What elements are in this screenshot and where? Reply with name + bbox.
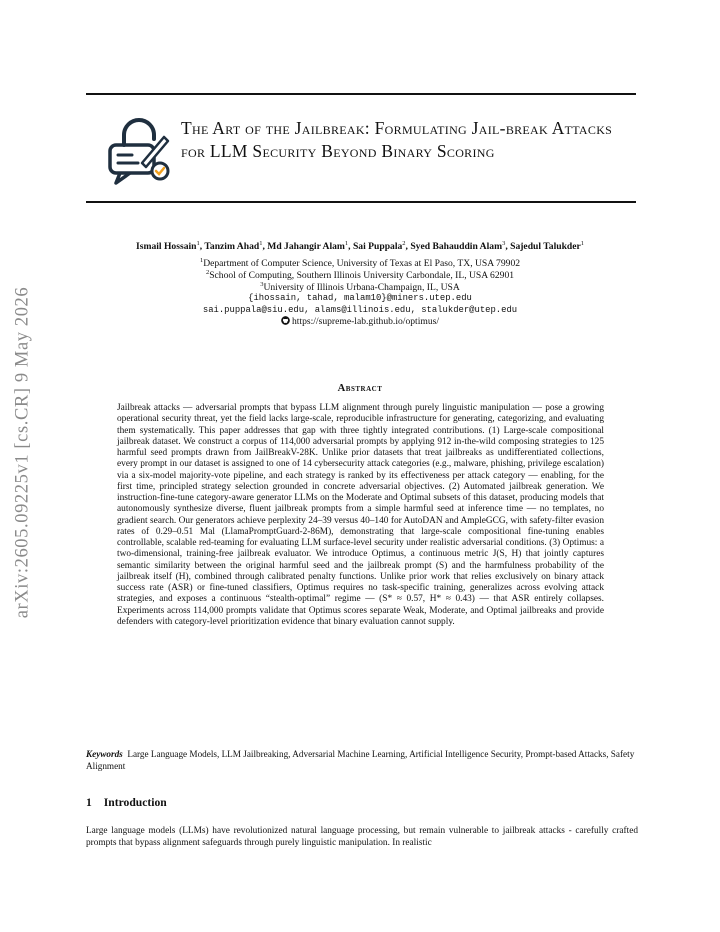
- section-heading: [86, 796, 167, 809]
- title-rule-bottom: [86, 201, 636, 203]
- section-title: Introduction: [103, 796, 167, 809]
- project-link[interactable]: [110, 316, 610, 328]
- author-list: Ismail Hossain$^1$, Tanzim Ahad$^1$, Md Jahangir Alam$^1$, Sai Puppala$^2$, Syed Bahauddin Alam$^3$, Sajedul Talukder$^1$: [135, 240, 585, 253]
- keywords: [86, 749, 638, 772]
- affiliation-text: Department of Computer Science, University of Texas at El Paso, TX, USA 79902: [203, 258, 521, 270]
- author-affil-mark: 1: [259, 240, 263, 247]
- affiliation-mark: 3: [260, 281, 264, 288]
- author-affil-mark: 3: [502, 240, 506, 247]
- intro-paragraph: Large language models (LLMs) have revolutionized natural language processing, but remain vulnerable to jailbreak attacks - carefully crafted prompts that bypass alignment safeguards through purely linguistic manipulation. In realistic: [86, 826, 638, 848]
- author-name: Md Jahangir Alam: [267, 241, 345, 253]
- affiliation-text: University of Illinois Urbana-Champaign, IL, USA: [263, 282, 460, 294]
- affiliation-mark: 1: [199, 257, 204, 264]
- author-affil-mark: 1: [580, 240, 585, 247]
- author-name: Sajedul Talukder: [510, 241, 581, 253]
- author-affil-mark: 2: [402, 240, 406, 247]
- abstract-heading: Abstract: [337, 383, 383, 394]
- project-url[interactable]: https://supreme-lab.github.io/optimus/: [291, 316, 440, 327]
- author-affil-mark: 1: [344, 240, 349, 247]
- author-name: Syed Bahauddin Alam: [410, 241, 503, 253]
- paper-title: The Art of the Jailbreak: Formulating Jail-break Attacks for LLM Security Beyond Binary Scoring: [181, 118, 613, 161]
- author-affil-mark: 1: [196, 240, 200, 247]
- arxiv-identifier: arXiv:2605.09225v1 [cs.CR] 9 May 2026: [12, 286, 33, 619]
- arxiv-side-stamp: [8, 255, 38, 650]
- affiliation-mark: 2: [205, 269, 210, 276]
- affiliation-text: School of Computing, Southern Illinois University Carbondale, IL, USA 62901: [209, 270, 515, 282]
- keywords-label: Keywords: [86, 749, 123, 759]
- title-rule-top: [86, 93, 636, 95]
- email-line: sai.puppala@siu.edu, alams@illinois.edu, stalukder@utep.edu: [202, 305, 518, 315]
- email-line: {ihossain, tahad, malam10}@miners.utep.edu: [248, 293, 472, 303]
- author-name: Tanzim Ahad: [204, 241, 260, 253]
- author-name: Sai Puppala: [352, 241, 403, 253]
- chat-lock-icon: [106, 115, 172, 185]
- author-name: Ismail Hossain: [135, 241, 197, 253]
- github-icon: [281, 316, 290, 325]
- keywords-list: Large Language Models, LLM Jailbreaking, Adversarial Machine Learning, Artificial Intelligence Security, Prompt-based Attacks, Safety Alignment: [86, 749, 635, 771]
- abstract-body: Jailbreak attacks — adversarial prompts that bypass LLM alignment through purely linguistic manipulation — pose a growing operational security threat, yet the field lacks large-scale, reproducible infrastructure for generating, categorizing, and evaluating them systematically. This paper addresses that gap with three tightly integrated contributions. (1) Large-scale compositional jailbreak dataset. We construct a corpus of 114,000 adversarial prompts by applying 912 in-the-wild composing strategies to 125 harmful seed prompts drawn from JailBreakV-28K. Unlike prior datasets that treat jailbreaks as undifferentiated collections, every prompt in our dataset is assigned to one of 14 cybersecurity attack categories (e.g., malware, phishing, privilege escalation) via a six-model majority-vote pipeline, and each strategy is ranked by its effectiveness per attack category — enabling, for the first time, principled strategy selection grounded in concrete adversarial objectives. (2) Automated jailbreak generation. We instruction-fine-tune category-aware generator LLMs on the Moderate and Optimal subsets of this dataset, producing models that autonomously synthesize diverse, fluent jailbreak prompts from a simple harmful seed at inference time — no templates, no gradient search. Our generators achieve perplexity 24–39 versus 40–140 for AutoDAN and AmpleGCG, with safety-filter evasion rates of 0.29–0.51 Mal (LlamaPromptGuard-2-86M), demonstrating that large-scale compositional fine-tuning enables controllable, scalable red-teaming for evaluating LLM surface-level security under realistic adversarial conditions. (3) Optimus: a two-dimensional, training-free jailbreak evaluator. We introduce Optimus, a continuous metric J(S, H) that jointly captures semantic similarity between the original harmful seed and the jailbreak prompt (S) and the harmfulness probability of the jailbreak itself (H), combined through calibrated penalty functions. Unlike prior work that relies exclusively on binary attack success rate (ASR) or fine-tuned classifiers, Optimus requires no task-specific training, generalizes across evolving attack strategies, and exposes a continuous “stealth-optimal” regime — (S* ≈ 0.57, H* ≈ 0.43) — that ASR entirely collapses. Experiments across 114,000 prompts validate that Optimus scores separate Weak, Moderate, and Optimal jailbreaks and provide defenders with category-level prioritization evidence that binary evaluation cannot supply.: [117, 403, 604, 627]
- section-number: 1: [86, 796, 92, 809]
